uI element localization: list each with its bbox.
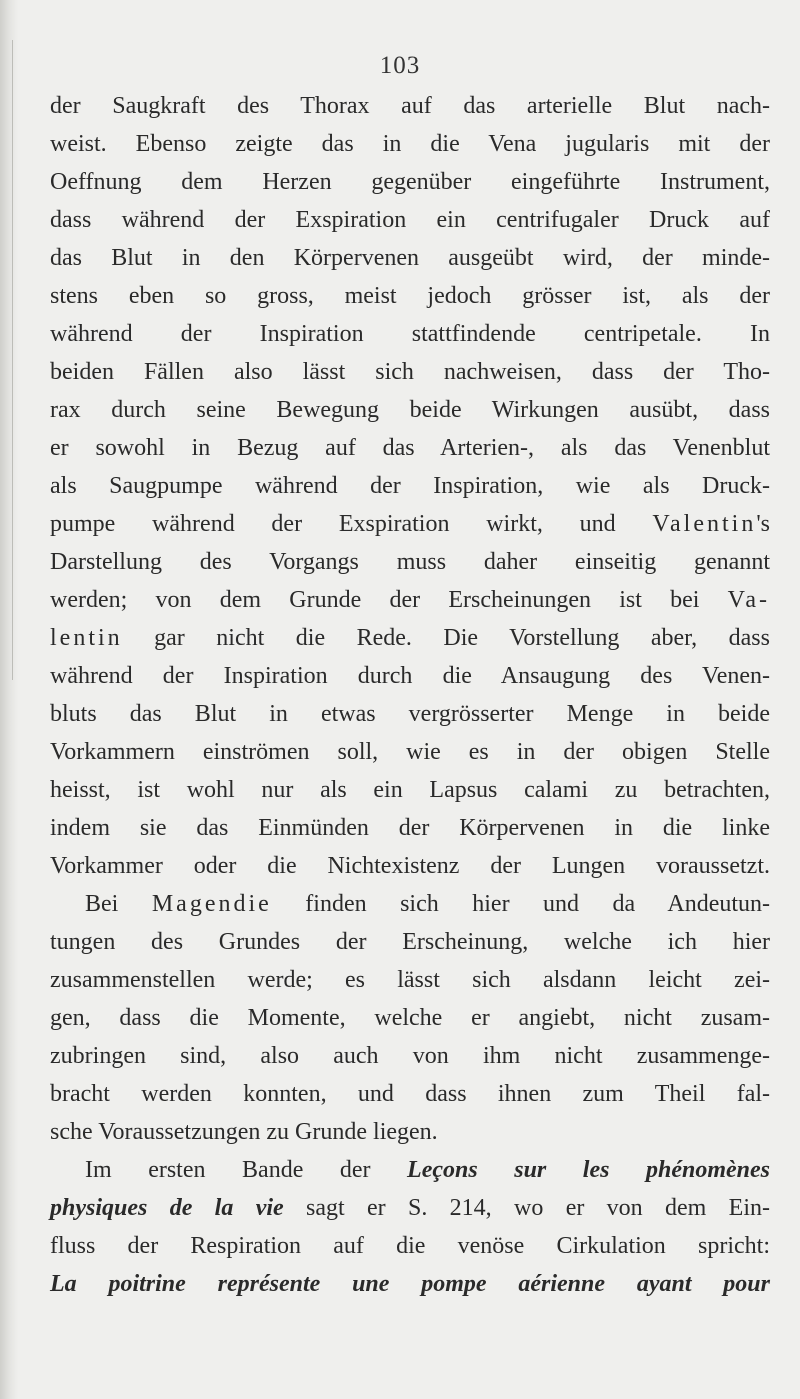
text-line bbox=[50, 391, 770, 429]
text-line bbox=[50, 581, 770, 619]
italic-phrase: physiques de la vie bbox=[50, 1195, 284, 1221]
text-line bbox=[50, 885, 770, 923]
text-run: heisst, ist wohl nur als ein Lapsus calami zu betrachten, bbox=[50, 777, 770, 803]
text-run: als Saugpumpe während der Inspiration, wie als Druck- bbox=[50, 473, 770, 499]
text-run: der Saugkraft des Thorax auf das arterielle Blut nach- bbox=[50, 93, 770, 119]
text-line bbox=[50, 733, 770, 771]
text-line bbox=[50, 467, 770, 505]
text-line bbox=[50, 1037, 770, 1075]
text-run: pumpe während der Exspiration wirkt, und bbox=[50, 511, 653, 537]
page-number: 103 bbox=[379, 52, 421, 79]
text-run: während der Inspiration stattfindende centripetale. In bbox=[50, 321, 770, 347]
text-line bbox=[50, 315, 770, 353]
text-run: das Blut in den Körpervenen ausgeübt wird, der minde- bbox=[50, 245, 770, 271]
text-line bbox=[50, 277, 770, 315]
text-run: indem sie das Einmünden der Körpervenen in die linke bbox=[50, 815, 770, 841]
text-line bbox=[50, 809, 770, 847]
text-run: dass während der Exspiration ein centrifugaler Druck auf bbox=[50, 207, 770, 233]
text-run: bracht werden konnten, und dass ihnen zum Theil fal- bbox=[50, 1081, 770, 1107]
text-run: Oeffnung dem Herzen gegenüber eingeführte Instrument, bbox=[50, 169, 770, 195]
text-run: Im ersten Bande der bbox=[85, 1157, 408, 1183]
text-line bbox=[50, 657, 770, 695]
spaced-name: lentin bbox=[50, 625, 123, 651]
text-run: rax durch seine Bewegung beide Wirkungen ausübt, dass bbox=[50, 397, 770, 423]
text-line bbox=[50, 695, 770, 733]
text-line bbox=[50, 847, 770, 885]
text-run: sche Voraussetzungen zu Grunde liegen. bbox=[50, 1119, 438, 1145]
text-run: zusammenstellen werde; es lässt sich alsdann leicht zei- bbox=[50, 967, 770, 993]
text-run: beiden Fällen also lässt sich nachweisen, dass der Tho- bbox=[50, 359, 770, 385]
italic-phrase: La poitrine représente une pompe aérienne ayant pour bbox=[50, 1271, 770, 1297]
page-gutter-line bbox=[12, 40, 13, 680]
text-run: tungen des Grundes der Erscheinung, welche ich hier bbox=[50, 929, 770, 955]
text-line bbox=[50, 163, 770, 201]
text-line bbox=[50, 999, 770, 1037]
text-line bbox=[50, 125, 770, 163]
page-gutter-shadow bbox=[0, 0, 18, 1399]
text-line bbox=[50, 543, 770, 581]
text-run: während der Inspiration durch die Ansaugung des Venen- bbox=[50, 663, 770, 689]
text-run: sagt er S. 214, wo er von dem Ein- bbox=[283, 1195, 770, 1221]
text-line bbox=[50, 619, 770, 657]
text-run: werden; von dem Grunde der Erscheinungen ist bei bbox=[50, 587, 728, 613]
text-run: gar nicht die Rede. Die Vorstellung aber, dass bbox=[122, 625, 770, 651]
text-run: Vorkammern einströmen soll, wie es in der obigen Stelle bbox=[50, 739, 770, 765]
text-line bbox=[50, 923, 770, 961]
text-run: zubringen sind, also auch von ihm nicht zusammenge- bbox=[50, 1043, 770, 1069]
text-line bbox=[50, 201, 770, 239]
text-run: weist. Ebenso zeigte das in die Vena jugularis mit der bbox=[50, 131, 770, 157]
spaced-name: Va- bbox=[727, 587, 770, 613]
text-line bbox=[50, 239, 770, 277]
text-run: Vorkammer oder die Nichtexistenz der Lungen voraussetzt. bbox=[50, 853, 770, 879]
spaced-name: Magendie bbox=[151, 891, 272, 917]
text-line bbox=[50, 961, 770, 999]
text-line bbox=[50, 1075, 770, 1113]
text-line bbox=[50, 429, 770, 467]
spaced-name: Valentin bbox=[652, 511, 757, 537]
italic-phrase: Leçons sur les phénomènes bbox=[407, 1157, 770, 1183]
text-line bbox=[50, 1189, 770, 1227]
text-line bbox=[50, 353, 770, 391]
text-run: fluss der Respiration auf die venöse Cirkulation spricht: bbox=[50, 1233, 770, 1259]
text-run: stens eben so gross, meist jedoch grösser ist, als der bbox=[50, 283, 770, 309]
text-line bbox=[50, 87, 770, 125]
text-run: er sowohl in Bezug auf das Arterien-, als das Venenblut bbox=[50, 435, 770, 461]
text-line bbox=[50, 1227, 770, 1265]
body-text bbox=[50, 87, 770, 1303]
text-run: Bei bbox=[85, 891, 152, 917]
text-line bbox=[50, 1113, 770, 1151]
text-run: bluts das Blut in etwas vergrösserter Menge in beide bbox=[50, 701, 770, 727]
text-run: finden sich hier und da Andeutun- bbox=[271, 891, 771, 917]
text-line bbox=[50, 505, 770, 543]
text-line bbox=[50, 1265, 770, 1303]
text-run: gen, dass die Momente, welche er angiebt, nicht zusam- bbox=[50, 1005, 770, 1031]
text-line bbox=[50, 1151, 770, 1189]
text-run: 's bbox=[756, 511, 770, 537]
text-run: Darstellung des Vorgangs muss daher einseitig genannt bbox=[50, 549, 770, 575]
text-line bbox=[50, 771, 770, 809]
